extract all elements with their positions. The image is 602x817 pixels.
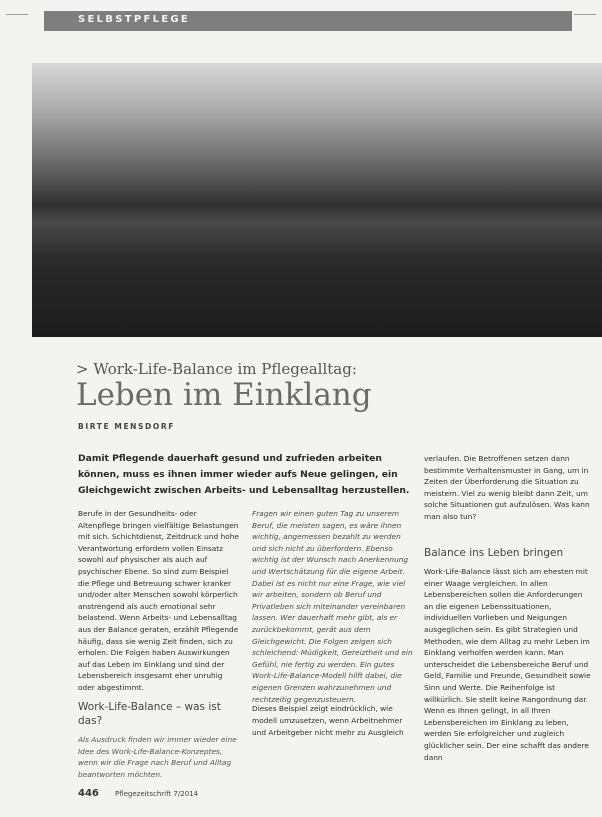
article-kicker: > Work-Life-Balance im Pflegealltag: (76, 360, 357, 378)
body-column-2-continued: Dieses Beispiel zeigt eindrücklich, wie modell umzusetzen, wenn Arbeitnehmer und Arbeitgeber nicht mehr zu Ausgleich (252, 704, 404, 737)
body-column-3-continued: Work-Life-Balance lässt sich am ehesten mit einer Waage vergleichen. In allen Lebensbereichen sollen die Anforderungen an die eigenen Lebenssituationen, individuellen Vorlieben und Neigungen ausgeglichen sein. Es gibt Strategien und Methoden, wie dem Alltag zu mehr Leben im Einklang verholfen werden kann. Man unterscheidet die Lebensbereiche Beruf und Geld, Familie und Freunde, Gesundheit sowie Sinn und Werte. Die Reihenfolge ist willkürlich. Sie stellt keine Rangordnung dar. Wenn es Ihnen gelingt, in all Ihren Lebensbereichen im Einklang zu leben, werden Sie erfolgreicher und zugleich glücklicher sein. Der eine schafft das andere dann (424, 567, 591, 762)
body-column-1: Berufe in der Gesundheits- oder Altenpflege bringen vielfältige Belastungen mit sich. Schichtdienst, Zeitdruck und hohe Verantwortung erfordern vollen Einsatz sowohl auf physischer als auch auf psychischer Ebene. So sind zum Beispiel die Pflege und Betreuung schwer kranker und/oder alter Menschen sowohl körperlich anstrengend als auch emotional sehr belastend. Wenn Arbeits- und Lebensalltag aus der Balance geraten, erzählt Pflegende häufig, dass sie wenig Zeit finden, sich zu erholen. Die Folgen haben Auswirkungen auf das Leben im Einklang und sind der Lebensbereich insgesamt eher unruhig oder abgestimmt. (78, 509, 239, 692)
body-column-3: verlaufen. Die Betroffenen setzen dann bestimmte Verhaltensmuster in Gang, um in Zeiten der Überforderung die Situation zu meistern. Viel zu wenig bleibt dann Zeit, um solche Situationen gut aufzulösen. Was kann man also tun? (424, 454, 590, 521)
article-author: BIRTE MENSDORF (78, 422, 175, 431)
body-column-1-continued: Als Ausdruck finden wir immer wieder eine Idee des Work-Life-Balance-Konzeptes, wenn wir die Frage nach Beruf und Alltag beantworten möchten. (78, 735, 237, 779)
publication-name: Pflegezeitschrift 7/2014 (115, 790, 199, 798)
crop-mark (6, 14, 28, 15)
article-title: Leben im Einklang (76, 377, 372, 413)
body-column-2: Fragen wir einen guten Tag zu unserem Beruf, die meisten sagen, es wäre ihnen wichtig, angemessen bezahlt zu werden und sich nicht zu überfordern. Ebenso wichtig ist der Wunsch nach Anerkennung und Wertschätzung für die eigene Arbeit. Dabei ist es nicht nur eine Frage, wie viel wir arbeiten, sondern ob Beruf und Privatleben sich miteinander vereinbaren lassen. Wer dauerhaft mehr gibt, als er zurückbekommt, gerät aus dem Gleichgewicht. Die Folgen zeigen sich schleichend: Müdigkeit, Gereiztheit und ein Gefühl, nie fertig zu werden. Ein gutes Work-Life-Balance-Modell hilft dabei, die eigenen Grenzen wahrzunehmen und rechtzeitig gegenzusteuern. (252, 509, 413, 704)
article-lead: Damit Pflegende dauerhaft gesund und zufrieden arbeiten können, muss es ihnen immer wieder aufs Neue gelingen, ein Gleichgewicht zwischen Arbeits- und Lebensalltag herzustellen. (78, 453, 410, 496)
seascape-photo (32, 63, 602, 337)
subheading-work-life-balance: Work-Life-Balance – was ist das? (78, 701, 221, 727)
crop-mark (574, 14, 596, 15)
section-tag: SELBSTPFLEGE (78, 14, 191, 25)
page-number: 446 (78, 788, 99, 799)
subheading-balance: Balance ins Leben bringen (424, 547, 564, 559)
